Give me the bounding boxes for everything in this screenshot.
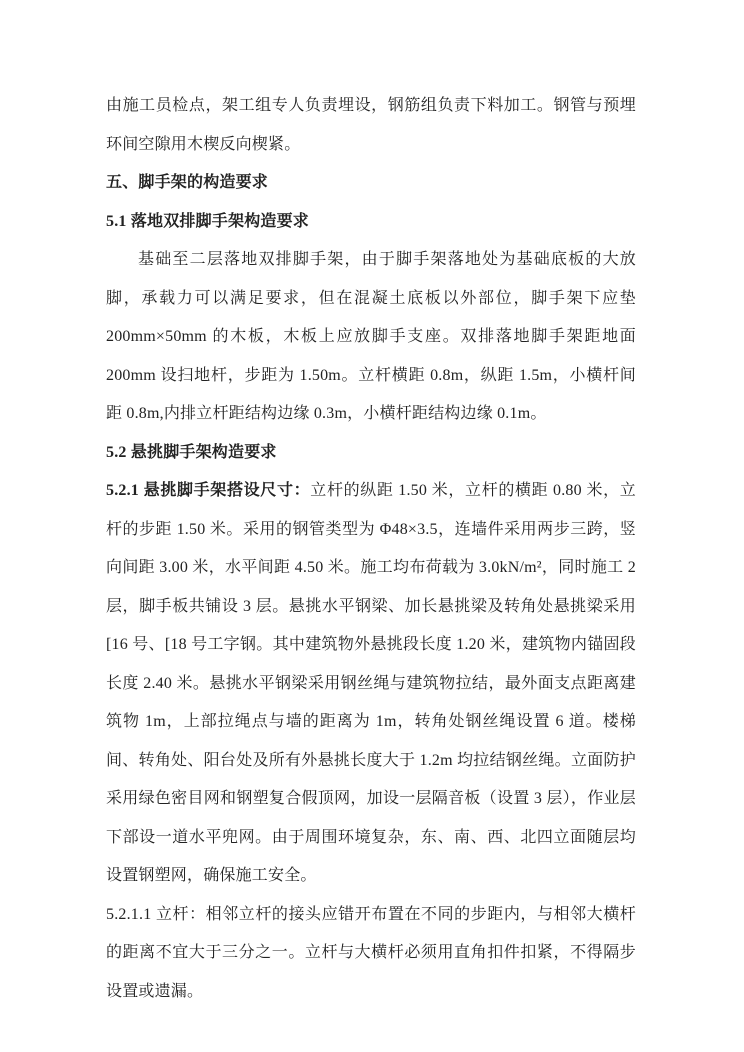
paragraph-5-2-1-lead: 5.2.1 悬挑脚手架搭设尺寸： — [106, 482, 311, 499]
document-text-block — [106, 87, 636, 1011]
paragraph-5-2-1-body — [106, 472, 636, 896]
paragraph-5-2-1-text: 立杆的纵距 1.50 米，立杆的横距 0.80 米，立杆的步距 1.50 米。采用的钢管类型为 Φ48×3.5，连墙件采用两步三跨，竖向间距 3.00 米，水平间距 4.50 米。施工均布荷载为 3.0kN/m²，同时施工 2 层，脚手板共铺设 3 层。悬挑水平钢梁、加长悬挑梁及转角处悬挑梁采用[16 号、[18 号工字钢。其中建筑物外悬挑段长度 1.20 米，建筑物内锚固段长度 2.40 米。悬挑水平钢梁采用钢丝绳与建筑物拉结，最外面支点距离建筑物 1m，上部拉绳点与墙的距离为 1m，转角处钢丝绳设置 6 道。楼梯间、转角处、阳台处及所有外悬挑长度大于 1.2m 均拉结钢丝绳。立面防护采用绿色密目网和钢塑复合假顶网，加设一层隔音板（设置 3 层），作业层下部设一道水平兜网。由于周围环境复杂，东、南、西、北四立面随层均设置钢塑网，确保施工安全。 — [106, 482, 636, 884]
heading-section-5: 五、脚手架的构造要求 — [106, 174, 269, 191]
heading-section-5-2: 5.2 悬挑脚手架构造要求 — [106, 443, 277, 461]
heading-section-5-1: 5.1 落地双排脚手架构造要求 — [106, 212, 310, 230]
paragraph-5-1-body: 基础至二层落地双排脚手架，由于脚手架落地处为基础底板的大放脚，承载力可以满足要求，但在混凝土底板以外部位，脚手架下应垫 200mm×50mm 的木板，木板上应放脚手支座。双排落地脚手架距地面 200mm 设扫地杆，步距为 1.50m。立杆横距 0.8m，纵距 1.5m，小横杆间距 0.8m,内排立杆距结构边缘 0.3m，小横杆距结构边缘 0.1m。 — [106, 251, 636, 422]
paragraph-continuation: 由施工员检点，架工组专人负责埋设，钢筋组负责下料加工。钢管与预埋环间空隙用木楔反向楔紧。 — [106, 97, 636, 153]
paragraph-5-2-1-1-body: 5.2.1.1 立杆：相邻立杆的接头应错开布置在不同的步距内，与相邻大横杆的距离不宜大于三分之一。立杆与大横杆必须用直角扣件扣紧，不得隔步设置或遗漏。 — [106, 905, 636, 1000]
